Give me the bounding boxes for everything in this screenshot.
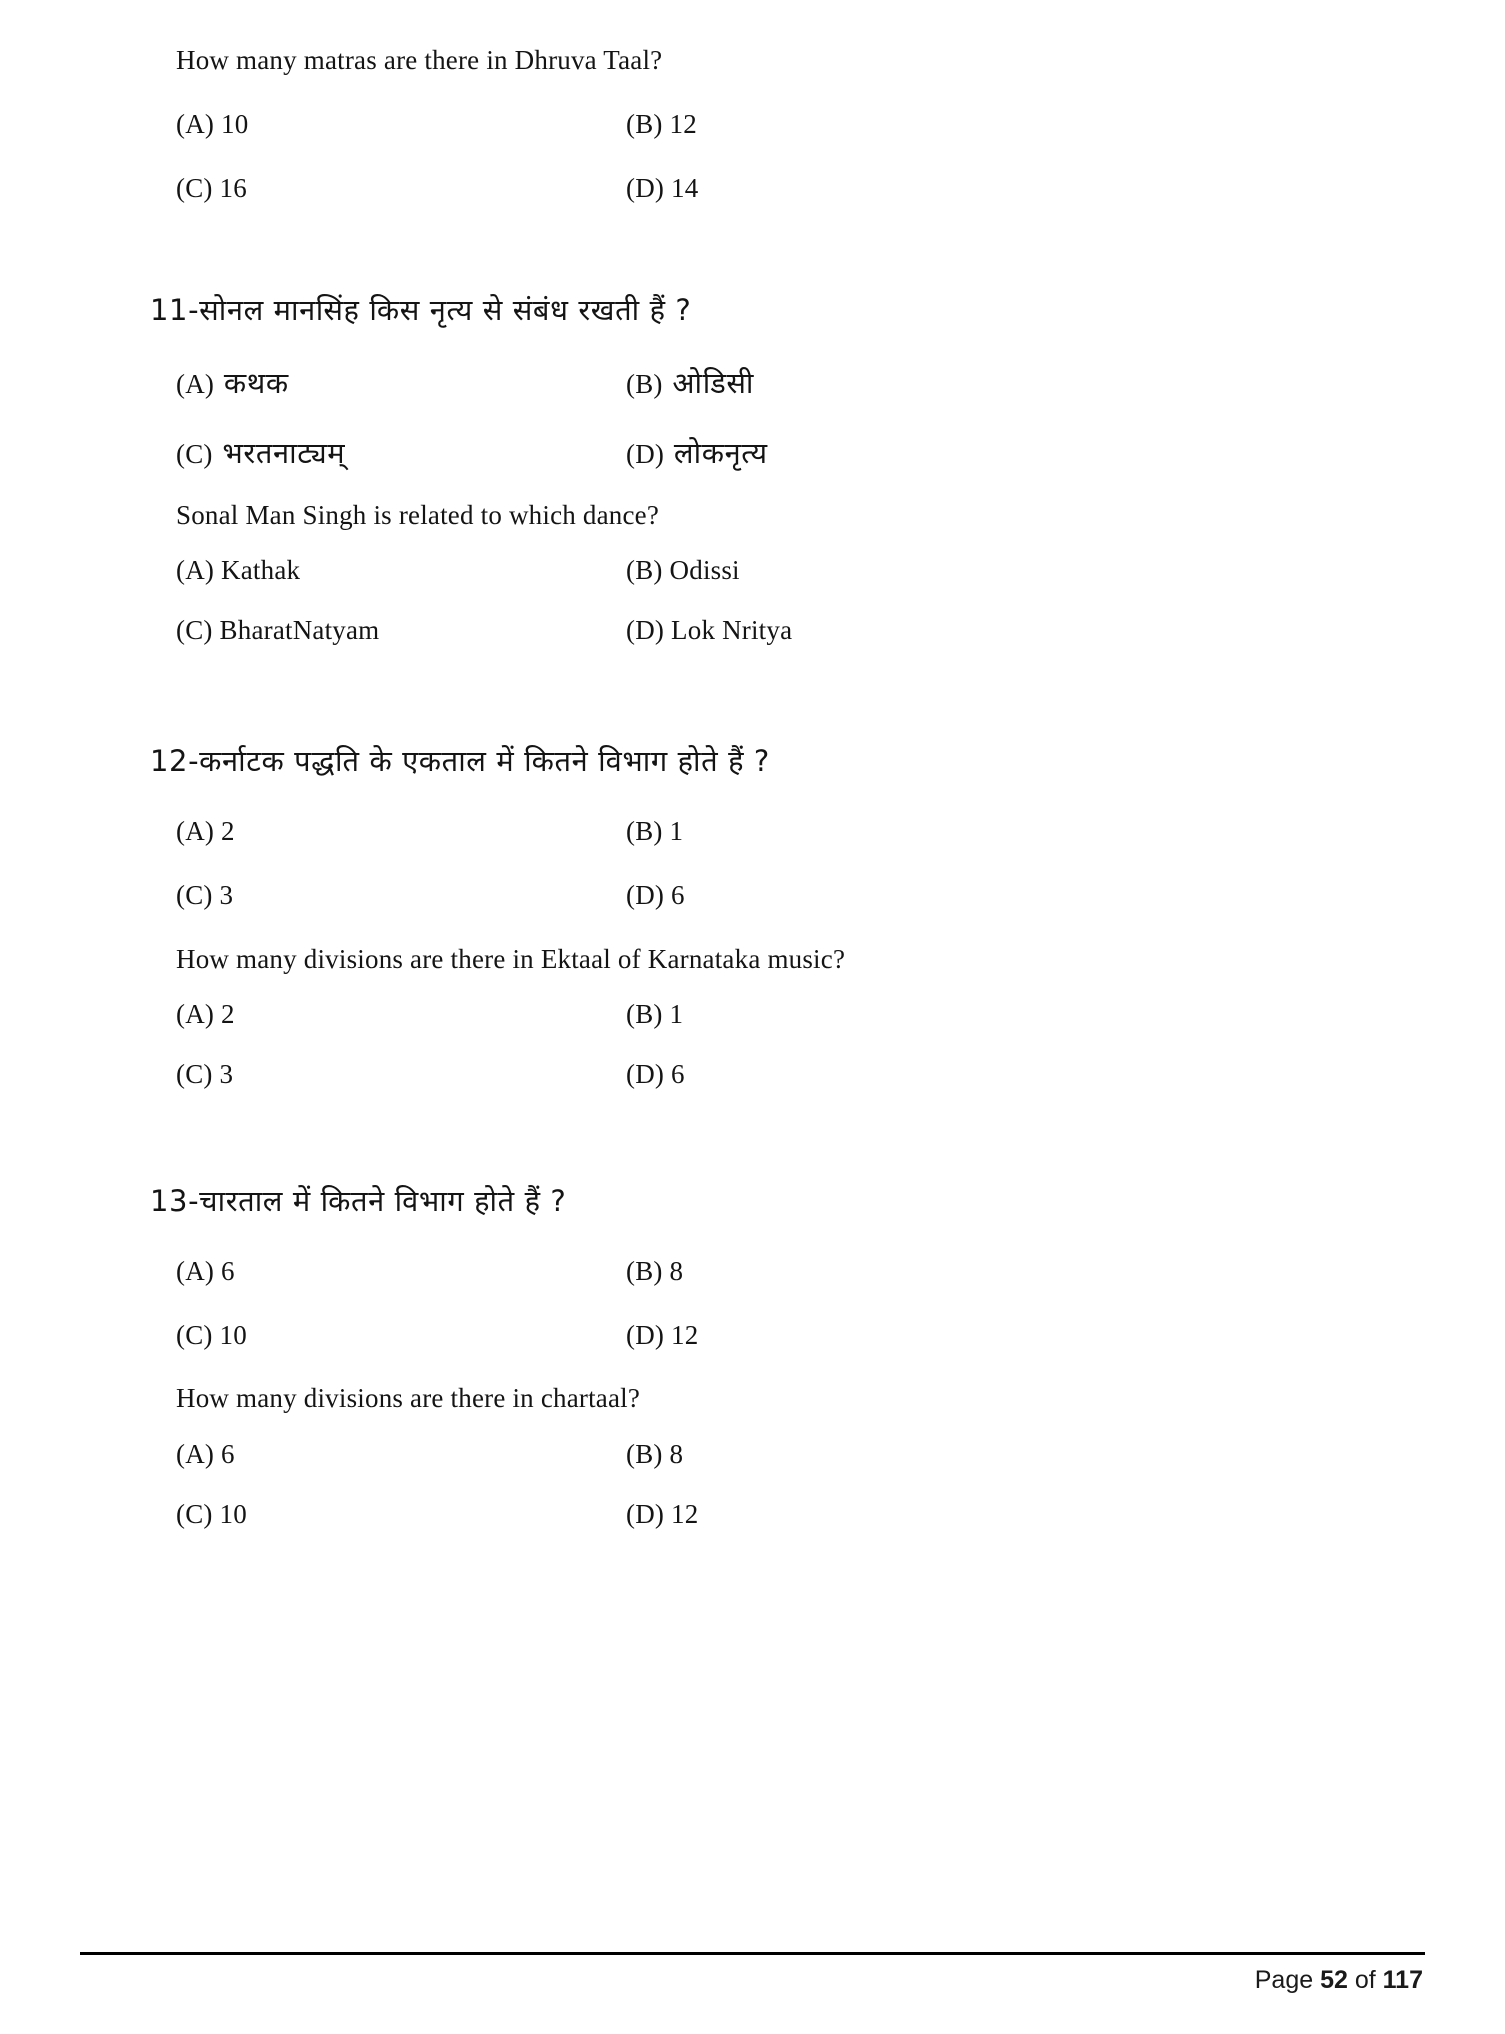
- option-value: 12: [671, 1498, 699, 1529]
- options-english-q12: [176, 998, 1390, 1092]
- option-value: 10: [219, 1319, 247, 1350]
- option-a[interactable]: [176, 998, 626, 1032]
- option-row: [176, 1255, 1390, 1289]
- question-list: [150, 44, 1390, 1532]
- option-label: (C): [176, 1059, 213, 1090]
- option-label: (C): [176, 615, 213, 646]
- option-label: (B): [626, 555, 663, 586]
- option-value: लोकनृत्य: [673, 435, 768, 470]
- option-a-hindi[interactable]: [176, 1255, 626, 1289]
- option-row: [176, 815, 1390, 849]
- option-label: (D): [626, 438, 665, 469]
- question-block-q11: [150, 291, 1390, 648]
- option-row: [176, 1058, 1390, 1092]
- option-d-hindi[interactable]: [626, 1319, 1390, 1353]
- option-d[interactable]: [626, 1058, 1390, 1092]
- option-value: 10: [221, 108, 249, 139]
- option-row: [176, 1498, 1390, 1532]
- option-row: [176, 1319, 1390, 1353]
- option-label: (A): [176, 816, 215, 847]
- option-d[interactable]: [626, 614, 1390, 648]
- option-label: (D): [626, 1498, 665, 1529]
- option-label: (D): [626, 615, 665, 646]
- option-a-hindi[interactable]: [176, 815, 626, 849]
- option-a-hindi[interactable]: [176, 364, 626, 403]
- question-stem-hindi: [150, 1182, 1390, 1221]
- option-label: (B): [626, 999, 663, 1030]
- option-b-hindi[interactable]: [626, 815, 1390, 849]
- option-b[interactable]: [626, 554, 1390, 588]
- footer-divider: [80, 1952, 1425, 1955]
- option-value: 16: [219, 172, 247, 203]
- option-a[interactable]: [176, 554, 626, 588]
- option-b[interactable]: [626, 108, 1390, 142]
- options-hindi-q11: [176, 364, 1390, 472]
- option-value: 12: [669, 108, 697, 139]
- question-text-hindi: कर्नाटक पद्धति के एकताल में कितने विभाग होते हैं ?: [199, 743, 770, 778]
- question-block-q10-continued: [150, 44, 1390, 205]
- option-row: [176, 364, 1390, 403]
- option-a[interactable]: [176, 108, 626, 142]
- option-label: (A): [176, 555, 215, 586]
- option-label: (B): [626, 1439, 663, 1470]
- option-label: (B): [626, 1255, 663, 1286]
- option-label: (C): [176, 172, 213, 203]
- option-label: (C): [176, 879, 213, 910]
- footer-current-page: 52: [1320, 1966, 1348, 1994]
- option-label: (D): [626, 1059, 665, 1090]
- option-value: 2: [221, 816, 235, 847]
- option-label: (D): [626, 879, 665, 910]
- option-row: [176, 614, 1390, 648]
- footer-prefix: Page: [1254, 1966, 1314, 1994]
- question-stem-english: Sonal Man Singh is related to which dance?: [176, 499, 660, 530]
- option-value: 14: [671, 172, 699, 203]
- question-number: 13-: [150, 1183, 200, 1218]
- option-d[interactable]: [626, 172, 1390, 206]
- question-number: 12-: [150, 743, 200, 778]
- option-value: कथक: [223, 366, 289, 401]
- question-stem-english: How many divisions are there in Ektaal of Karnataka music?: [176, 943, 846, 974]
- options-english-q13: [176, 1438, 1390, 1532]
- question-block-q13: [150, 1182, 1390, 1532]
- option-b-hindi[interactable]: [626, 1255, 1390, 1289]
- footer-page-number: [1255, 1966, 1423, 1995]
- question-stem-hindi: [150, 291, 1390, 330]
- option-c[interactable]: [176, 1498, 626, 1532]
- option-c-hindi[interactable]: [176, 434, 626, 473]
- options-english-q11: [176, 554, 1390, 648]
- option-label: (D): [626, 1319, 665, 1350]
- option-c[interactable]: [176, 614, 626, 648]
- option-value: 1: [669, 816, 684, 847]
- option-d-hindi[interactable]: [626, 434, 1390, 473]
- option-c[interactable]: [176, 172, 626, 206]
- question-stem-english: How many matras are there in Dhruva Taal?: [176, 45, 663, 75]
- option-label: (A): [176, 1255, 215, 1286]
- option-b-hindi[interactable]: [626, 364, 1390, 403]
- option-value: Kathak: [221, 555, 301, 586]
- option-value: 6: [221, 1439, 235, 1470]
- option-a[interactable]: [176, 1438, 626, 1472]
- option-value: 8: [669, 1255, 684, 1286]
- option-c-hindi[interactable]: [176, 879, 626, 913]
- option-label: (B): [626, 369, 663, 400]
- option-value: भरतनाट्यम्: [222, 435, 346, 470]
- footer-middle: of: [1354, 1966, 1376, 1994]
- option-label: (A): [176, 999, 215, 1030]
- option-row: [176, 108, 1390, 142]
- option-value: 12: [671, 1319, 699, 1350]
- footer-total-pages: 117: [1382, 1966, 1423, 1994]
- question-stem-english: How many divisions are there in chartaal?: [176, 1383, 641, 1414]
- option-label: (A): [176, 108, 215, 139]
- option-c[interactable]: [176, 1058, 626, 1092]
- question-text-hindi: सोनल मानसिंह किस नृत्य से संबंध रखती हैं ?: [199, 293, 692, 328]
- option-row: [176, 879, 1390, 913]
- option-row: [176, 998, 1390, 1032]
- option-row: [176, 434, 1390, 473]
- question-text-hindi: चारताल में कितने विभाग होते हैं ?: [199, 1183, 567, 1218]
- option-value: BharatNatyam: [219, 615, 380, 646]
- option-value: 6: [671, 879, 685, 910]
- option-label: (C): [176, 1319, 213, 1350]
- option-row: [176, 1438, 1390, 1472]
- option-label: (B): [626, 816, 663, 847]
- option-row: [176, 172, 1390, 206]
- question-block-q12: [150, 742, 1390, 1092]
- option-row: [176, 554, 1390, 588]
- question-number: 11-: [150, 293, 200, 328]
- option-value: 2: [221, 999, 235, 1030]
- option-value: 10: [219, 1498, 247, 1529]
- option-c-hindi[interactable]: [176, 1319, 626, 1353]
- option-value: Lok Nritya: [671, 615, 793, 646]
- option-value: 1: [669, 999, 684, 1030]
- option-value: 6: [221, 1255, 235, 1286]
- option-label: (A): [176, 1439, 215, 1470]
- option-d[interactable]: [626, 1498, 1390, 1532]
- option-value: 3: [219, 1059, 234, 1090]
- option-label: (D): [626, 172, 665, 203]
- options-hindi-q13: [176, 1255, 1390, 1353]
- option-label: (C): [176, 438, 213, 469]
- option-b[interactable]: [626, 998, 1390, 1032]
- option-b[interactable]: [626, 1438, 1390, 1472]
- option-value: ओडिसी: [672, 366, 755, 401]
- option-d-hindi[interactable]: [626, 879, 1390, 913]
- option-label: (B): [626, 108, 663, 139]
- option-value: 3: [219, 879, 234, 910]
- option-value: Odissi: [669, 555, 740, 586]
- option-value: 8: [669, 1439, 684, 1470]
- option-label: (C): [176, 1498, 213, 1529]
- options-english-q10: [176, 108, 1390, 206]
- option-label: (A): [176, 369, 215, 400]
- question-stem-hindi: [150, 742, 1390, 781]
- options-hindi-q12: [176, 815, 1390, 913]
- option-value: 6: [671, 1059, 685, 1090]
